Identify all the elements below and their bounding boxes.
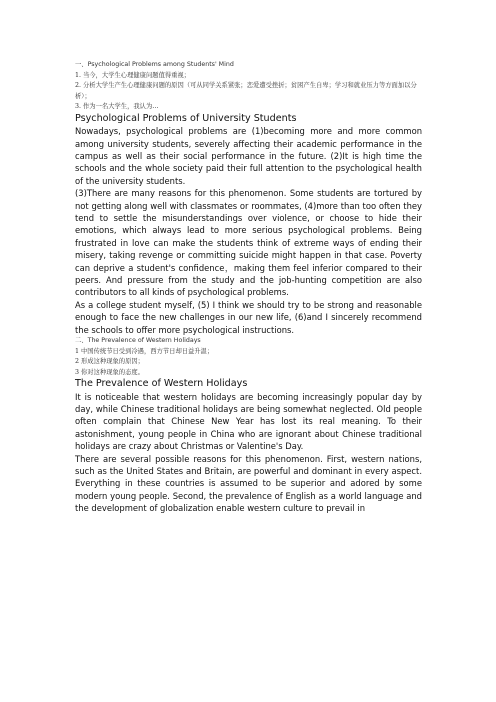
outline-point: 2. 分析大学生产生心理健康问题的原因（可从同学关系紧张；恋爱遭受挫折；贫困产生自卑；学习和就业压力等方面加以分析）；: [75, 82, 417, 100]
outline-point: 3. 作为一名大学生，我认为…: [75, 103, 159, 110]
essay-paragraph: Nowadays, psychological problems are (1)becoming more and more common among university students, severely affecting their academic performance in the campus as well as their social performance in the future. (2)It is high time the schools and the whole society paid their full attention to the psychological health of the university students.: [75, 126, 422, 186]
essay-title-psychological: Psychological Problems of University Students: [75, 112, 297, 124]
essay-paragraph: There are several possible reasons for this phenomenon. First, western nations, such as the United States and Britain, are powerful and dominant in every aspect. Everything in these countries is assumed to be superior and adored by some modern young people. Second, the prevalence of English as a world language and the development of globalization enable western culture to prevail in: [75, 453, 422, 514]
essay-title-western-holidays: The Prevalence of Western Holidays: [75, 378, 248, 389]
outline-point: 3 你对这种现象的态度。: [75, 368, 144, 376]
outline-point: 2 形成这种现象的原因；: [75, 358, 144, 365]
outline-point: 1 中国传统节日受到冷遇，西方节日却日益升温；: [75, 347, 214, 355]
essay-paragraph: It is noticeable that western holidays are becoming increasingly popular day by day, while Chinese traditional holidays are being somewhat neglected. Old people often complain that Chinese New Year has lost its real meaning. To their astonishment, young people in China who are ignorant about Chinese traditional holidays are crazy about Christmas or Valentine's Day.: [75, 391, 422, 452]
essay-paragraph: (3)There are many reasons for this phenomenon. Some students are tortured by not getting along well with classmates or roommates, (4)more than too often they tend to settle the misunderstandings over violence, or choose to hide their emotions, which always lead to more serious psychological problems. Being frustrated in love can make the students think of extreme ways of ending their misery, taking revenge or committing suicide might happen in that case. Poverty can deprive a student's confidence，making them feel inferior compared to their peers. And pressure from the study and the job-hunting competition are also contributors to all kinds of psychological problems.: [75, 188, 422, 298]
document-content: [75, 60, 422, 515]
essay-paragraph: As a college student myself, (5) I think we should try to be strong and reasonable enough to face the new challenges in our new life, (6)and I sincerely recommend the schools to offer more psychological instructions.: [75, 299, 422, 335]
outline-point: 1. 当今，大学生心理健康问题值得重视；: [75, 71, 191, 79]
section-heading-psychological: 一、Psychological Problems among Students' Mind: [75, 61, 234, 68]
section-heading-western-holidays: 二、The Prevalence of Western Holidays: [75, 337, 201, 344]
